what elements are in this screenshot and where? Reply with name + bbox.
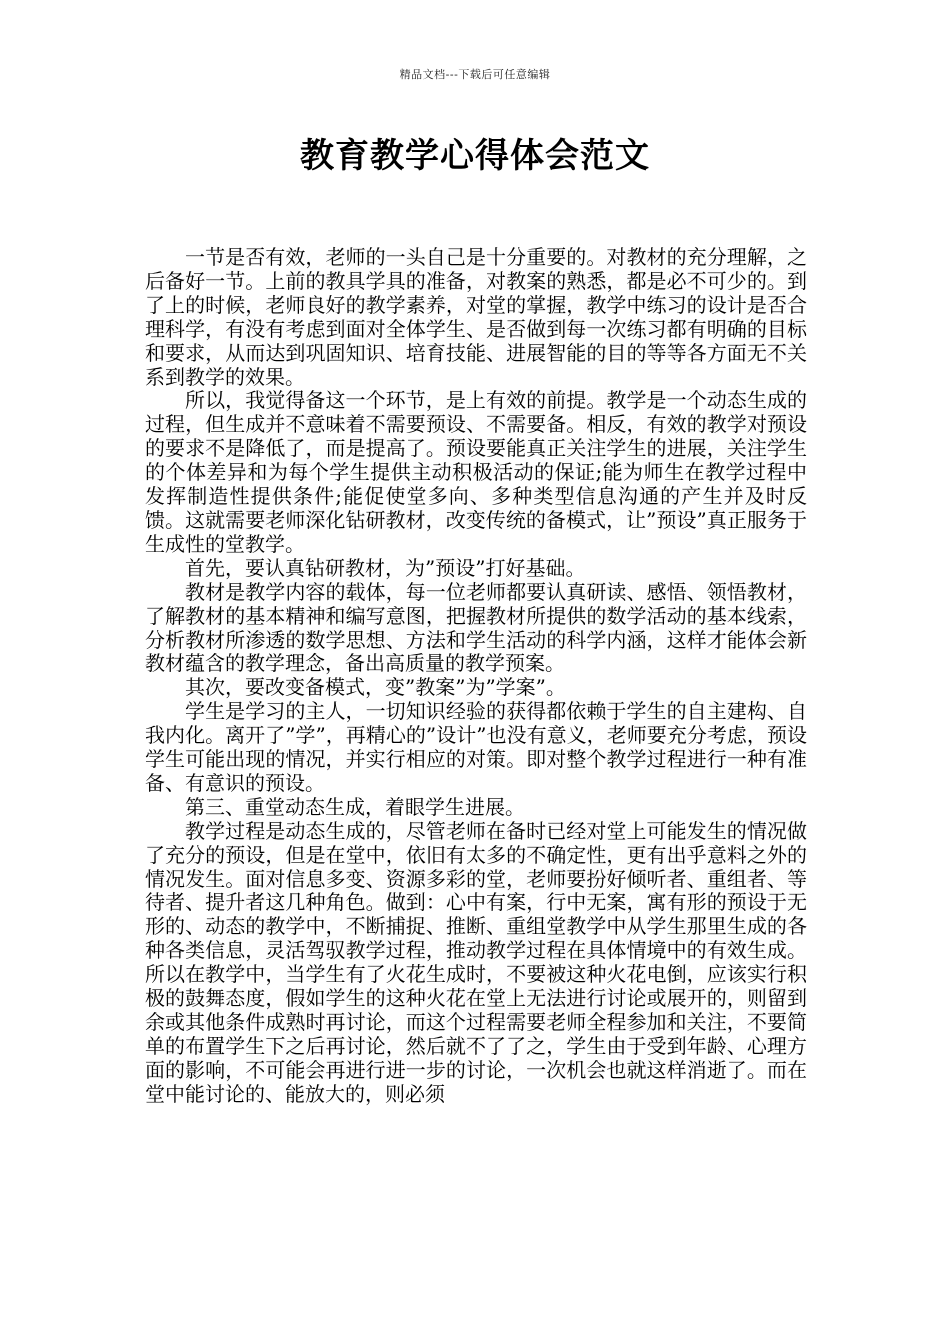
document-title: 教育教学心得体会范文 (300, 136, 650, 176)
paragraph: 其次，要改变备模式，变”教案”为”学案”。 (185, 675, 566, 700)
paragraph: 所以，我觉得备这一个环节，是上有效的前提。教学是一个动态生成的过程，但生成并不意味着不需要预设、不需要备。相反，有效的教学对预设的要求不是降低了，而是提高了。预设要能真正关注学生的进展，关注学生的个体差异和为每个学生提供主动积极活动的保证;能为师生在教学过程中发挥制造性提供条件;能促使堂多向、多种类型信息沟通的产生并及时反馈。这就需要老师深化钻研教材，改变传统的备模式，让”预设”真正服务于生成性的堂教学。 (145, 388, 807, 556)
paragraph: 首先，要认真钻研教材，为”预设”打好基础。 (185, 555, 586, 580)
paragraph: 教学过程是动态生成的，尽管老师在备时已经对堂上可能发生的情况做了充分的预设，但是在堂中，依旧有太多的不确定性，更有出乎意料之外的情况发生。面对信息多变、资源多彩的堂，老师要扮好倾听者、重组者、等待者、提升者这几种角色。做到：心中有案，行中无案，寓有形的预设于无形的、动态的教学中，不断捕捉、推断、重组堂教学中从学生那里生成的各种各类信息，灵活驾驭教学过程，推动教学过程在具体情境中的有效生成。所以在教学中，当学生有了火花生成时，不要被这种火花电倒，应该实行积极的鼓舞态度，假如学生的这种火花在堂上无法进行讨论或展开的，则留到余或其他条件成熟时再讨论，而这个过程需要老师全程参加和关注，不要简单的布置学生下之后再讨论，然后就不了了之，学生由于受到年龄、心理方面的影响，不可能会再进行进一步的讨论，一次机会也就这样消逝了。而在堂中能讨论的、能放大的，则必须 (145, 818, 807, 1106)
paragraph: 学生是学习的主人，一切知识经验的获得都依赖于学生的自主建构、自我内化。离开了”学”，再精心的”设计”也没有意义，老师要充分考虑，预设学生可能出现的情况，并实行相应的对策。即对整个教学过程进行一种有准备、有意识的预设。 (145, 699, 807, 795)
paragraph: 一节是否有效，老师的一头自己是十分重要的。对教材的充分理解，之后备好一节。上前的教具学具的准备，对教案的熟悉，都是必不可少的。到了上的时候，老师良好的教学素养，对堂的掌握，教学中练习的设计是否合理科学，有没有考虑到面对全体学生、是否做到每一次练习都有明确的目标和要求，从而达到巩固知识、培育技能、进展智能的目的等等各方面无不关系到教学的效果。 (145, 245, 807, 389)
paragraph: 教材是教学内容的载体，每一位老师都要认真研读、感悟、领悟教材，了解教材的基本精神和编写意图，把握教材所提供的数学活动的基本线索，分析教材所渗透的数学思想、方法和学生活动的科学内涵，这样才能体会新教材蕴含的教学理念，备出高质量的教学预案。 (145, 579, 807, 676)
header-note: 精品文档---下载后可任意编辑 (399, 68, 551, 81)
paragraph: 第三、重堂动态生成，着眼学生进展。 (185, 794, 525, 819)
document-body (145, 246, 807, 1107)
